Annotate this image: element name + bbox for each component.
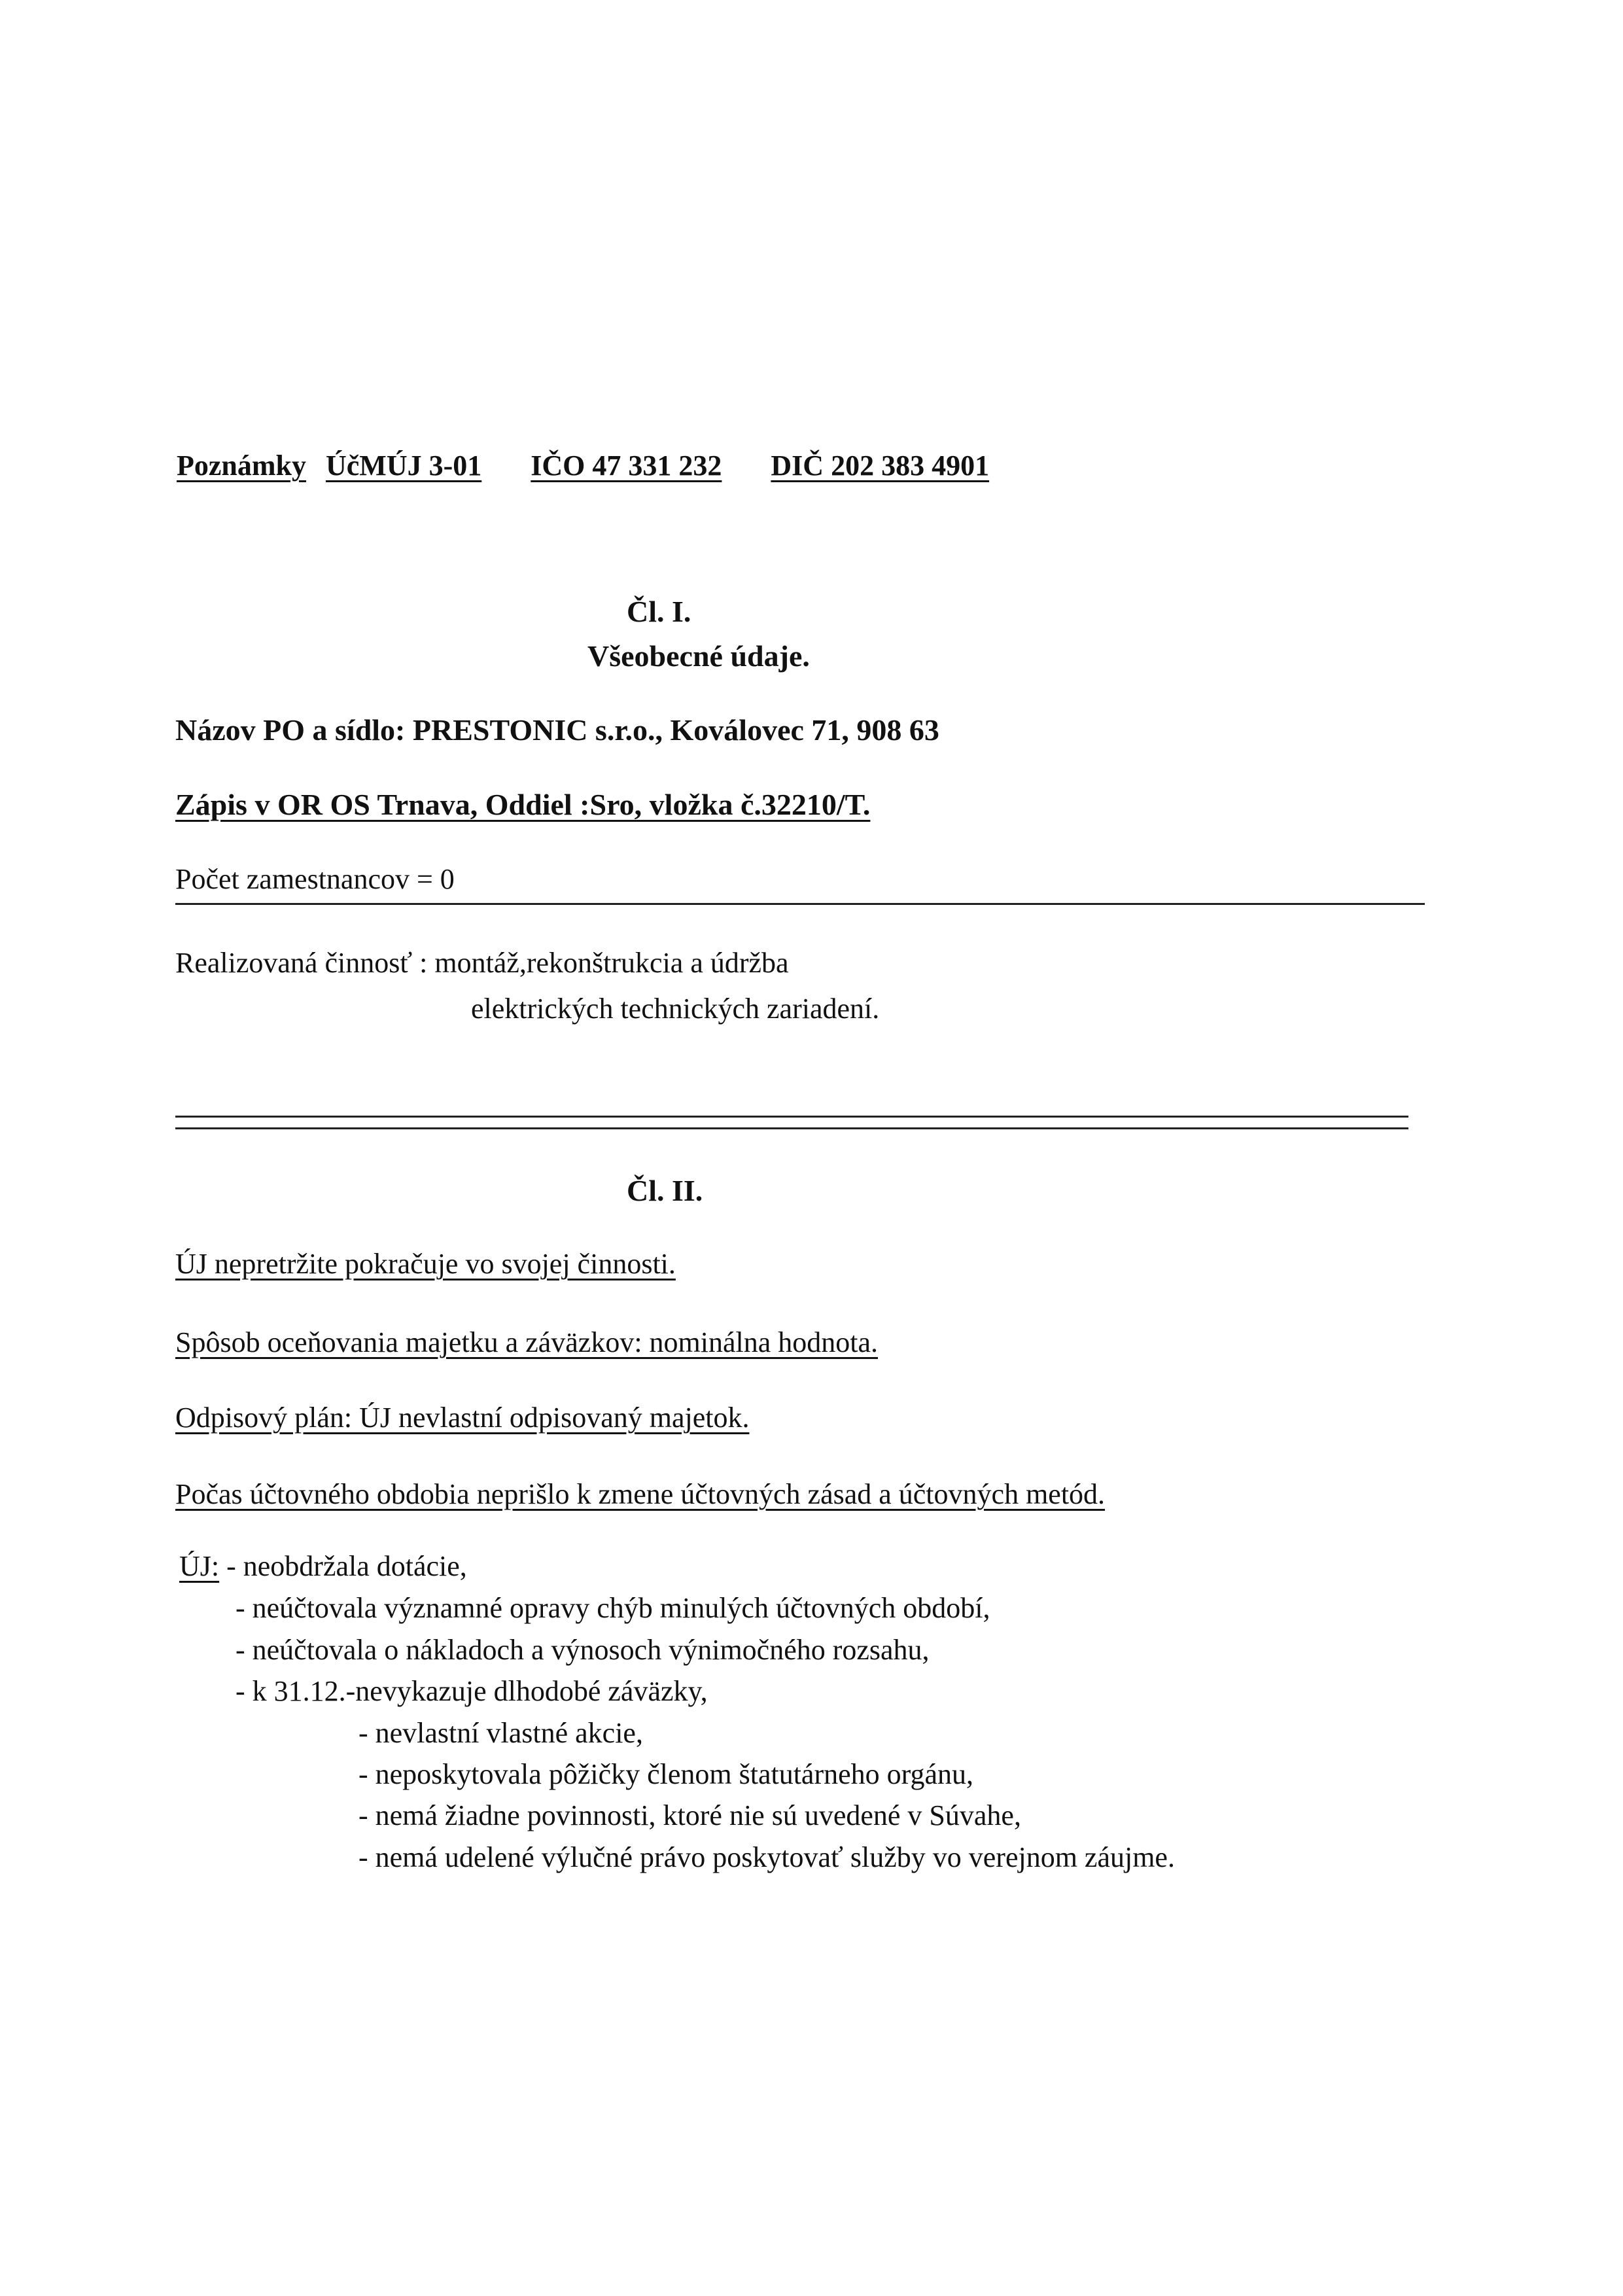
header-ucmuj: ÚčMÚJ 3-01 (326, 450, 482, 482)
divider (175, 903, 1425, 905)
statement-accounting-policies: Počas účtovného obdobia neprišlo k zmene účtovných zásad a účtovných metód. (175, 1478, 1106, 1510)
uj-item: - neúčtovala o nákladoch a výnosoch výnimočného rozsahu, (236, 1634, 930, 1666)
uj-first-line (175, 1552, 467, 1581)
header-line (177, 451, 989, 480)
article1-number: Čl. I. (627, 595, 691, 628)
article1-title: Všeobecné údaje. (587, 639, 810, 673)
company-name-address: Názov PO a sídlo: PRESTONIC s.r.o., Koválovec 71, 908 63 (175, 713, 939, 747)
uj-item: - nemá udelené výlučné právo poskytovať služby vo verejnom záujme. (358, 1841, 1175, 1873)
statement-depreciation: Odpisový plán: ÚJ nevlastní odpisovaný majetok. (175, 1402, 750, 1434)
uj-item: - neobdržala dotácie, (219, 1550, 467, 1582)
header-ico: IČO 47 331 232 (531, 450, 722, 482)
statement-continuity: ÚJ nepretržite pokračuje vo svojej činnosti. (175, 1248, 676, 1280)
activity-line-2: elektrických technických zariadení. (471, 993, 880, 1025)
divider (175, 1116, 1408, 1118)
uj-item: - neposkytovala pôžičky členom štatutárneho orgánu, (358, 1758, 974, 1790)
uj-item: - nemá žiadne povinnosti, ktoré nie sú uvedené v Súvahe, (358, 1799, 1021, 1831)
divider (175, 1127, 1408, 1129)
activity-line-1: Realizovaná činnosť : montáž,rekonštrukcia a údržba (175, 947, 789, 979)
uj-item: - k 31.12.-nevykazuje dlhodobé záväzky, (236, 1675, 708, 1707)
uj-label: ÚJ: (179, 1550, 220, 1582)
uj-item: - neúčtovala významné opravy chýb minulých účtovných období, (236, 1592, 990, 1624)
statement-valuation: Spôsob oceňovania majetku a záväzkov: nominálna hodnota. (175, 1326, 879, 1358)
article2-number: Čl. II. (627, 1174, 703, 1207)
header-dic: DIČ 202 383 4901 (771, 450, 990, 482)
uj-item: - nevlastní vlastné akcie, (358, 1717, 643, 1749)
company-registration: Zápis v OR OS Trnava, Oddiel :Sro, vložka č.32210/T. (175, 788, 871, 821)
employee-count: Počet zamestnancov = 0 (175, 863, 455, 895)
header-poznamky: Poznámky (177, 450, 306, 482)
